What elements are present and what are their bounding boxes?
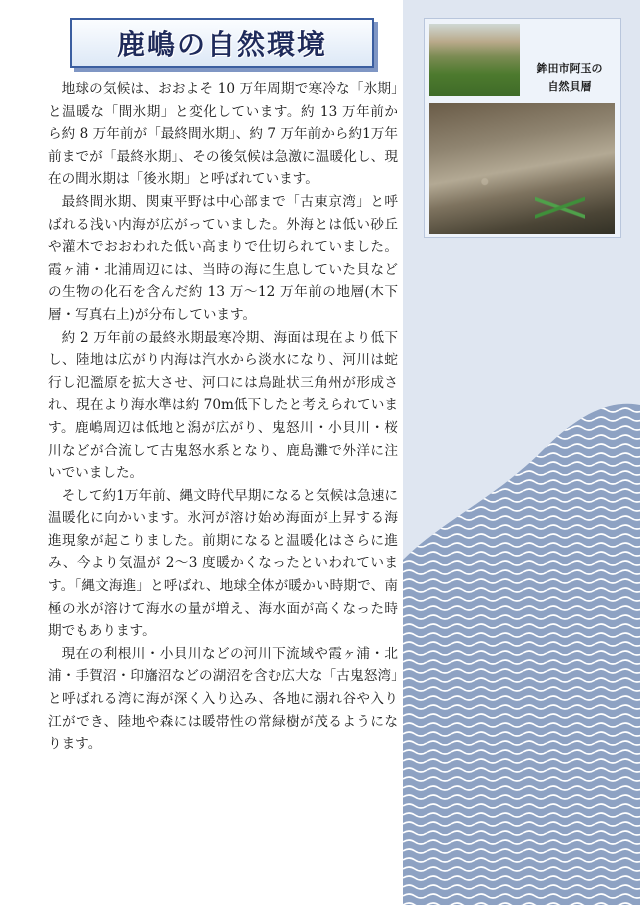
- paragraph-2: 最終間氷期、関東平野は中心部まで「古東京湾」と呼ばれる浅い内海が広がっていました。外海とは低い砂丘や灌木でおおわれた低い高まりで仕切られていました。霞ヶ浦・北浦周辺には、当時の海に生息していた貝などの生物の化石を含んだ約 13 万～12 万年前の地層(木下層・写真右上)が分布しています。: [48, 193, 398, 323]
- article-body: [48, 78, 398, 756]
- photo-caption: [522, 60, 617, 96]
- photo-caption-line2: 自然貝層: [547, 80, 592, 93]
- shell-layer-photo: [429, 103, 615, 234]
- paragraph-1: 地球の気候は、おおよそ 10 万年周期で寒冷な「氷期」と温暖な「間氷期」と変化しています。約 13 万年前から約 8 万年前が「最終間氷期」、約 7 万年前から約1万年前までが「最終氷期」、その後気候は急激に温暖化し、現在の間氷期は「後氷期」と呼ばれています。: [48, 81, 398, 188]
- landscape-photo: [429, 24, 520, 96]
- page-title: 鹿嶋の自然環境: [116, 28, 327, 61]
- grass-detail: [535, 189, 585, 234]
- page-title-box: [70, 18, 374, 68]
- paragraph-5: 現在の利根川・小貝川などの河川下流域や霞ヶ浦・北浦・手賀沼・印旛沼などの湖沼を含む広大な「古鬼怒湾」と呼ばれる湾に海が深く入り込み、各地に溺れ谷や入り江ができ、陸地や森には暖帯性の常緑樹が茂るようになります。: [48, 645, 398, 753]
- photo-caption-line1: 鉾田市阿玉の: [536, 62, 603, 75]
- paragraph-3: 約 2 万年前の最終氷期最寒冷期、海面は現在より低下し、陸地は広がり内海は汽水から淡水になり、河川は蛇行し氾濫原を拡大させ、河口には鳥趾状三角州が形成され、現在より海水準は約 70m低下したと考えられています。鹿嶋周辺は低地と潟が広がり、鬼怒川・小貝川・桜川などが合流して古鬼怒水系となり、鹿島灘で外洋に注いでいました。: [48, 329, 398, 482]
- paragraph-4: そして約1万年前、縄文時代早期になると気候は急速に温暖化に向かいます。氷河が溶け始め海面が上昇する海進現象が起こりました。前期になると温暖化はさらに進み、今より気温が 2～3 度暖かくなったといわれています。「縄文海進」と呼ばれ、地球全体が暖かい時期で、南極の氷が溶けて海水の量が増え、海水面が高くなった時期でもあります。: [48, 487, 398, 640]
